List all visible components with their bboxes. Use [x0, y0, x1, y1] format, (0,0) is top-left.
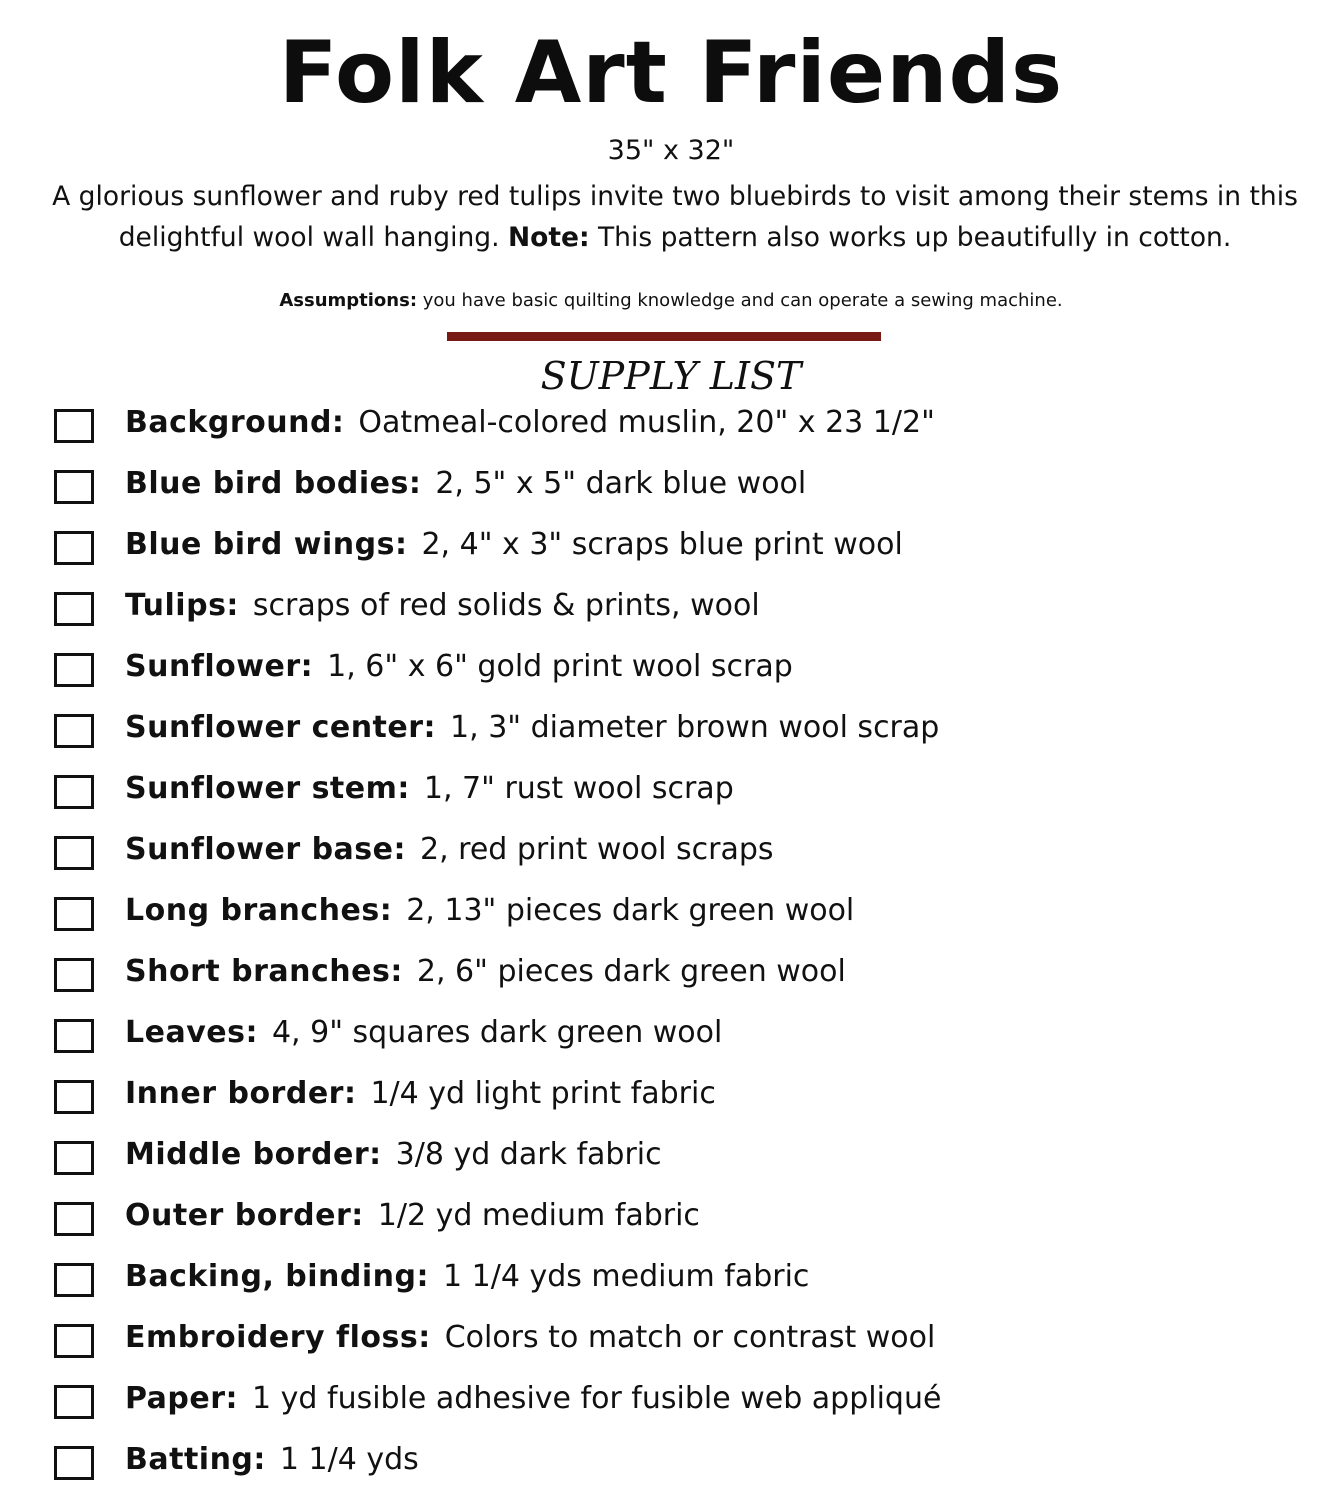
supply-item-text: [125, 952, 846, 992]
supply-checkbox[interactable]: [54, 714, 94, 748]
supply-item-value: 1/4 yd light print fabric: [370, 1076, 716, 1111]
supply-checkbox[interactable]: [54, 958, 94, 992]
supply-item-text: [125, 830, 774, 870]
supply-checkbox[interactable]: [54, 897, 94, 931]
supply-list-item: [0, 1430, 1342, 1491]
supply-list-item: [0, 454, 1342, 515]
supply-item-value: 2, 13" pieces dark green wool: [406, 893, 855, 928]
supply-item-value: 2, 5" x 5" dark blue wool: [435, 466, 807, 501]
description-text: A glorious sunflower and ruby red tulips invite two bluebirds to visit among their stems in this delightful wool wall hanging.: [52, 181, 1298, 253]
note-text: This pattern also works up beautifully in cotton.: [598, 222, 1232, 253]
supply-list-item: [0, 1125, 1342, 1186]
supply-item-value: 1 1/4 yds medium fabric: [443, 1259, 810, 1294]
supply-item-value: 1, 7" rust wool scrap: [423, 771, 734, 806]
supply-list-item: [0, 576, 1342, 637]
supply-item-value: 1/2 yd medium fabric: [377, 1198, 700, 1233]
note-label: Note:: [507, 222, 590, 253]
supply-item-text: [125, 647, 793, 687]
supply-list: [0, 393, 1342, 1491]
supply-item-value: 4, 9" squares dark green wool: [271, 1015, 723, 1050]
supply-list-item: [0, 637, 1342, 698]
supply-list-item: [0, 393, 1342, 454]
assumptions-line: [0, 287, 1342, 315]
supply-checkbox[interactable]: [54, 1080, 94, 1114]
supply-checkbox[interactable]: [54, 1141, 94, 1175]
supply-item-value: 2, 6" pieces dark green wool: [416, 954, 846, 989]
supply-item-label: Sunflower stem:: [125, 771, 410, 806]
supply-list-item: [0, 759, 1342, 820]
supply-item-label: Background:: [125, 405, 345, 440]
supply-checkbox[interactable]: [54, 592, 94, 626]
supply-checkbox[interactable]: [54, 653, 94, 687]
supply-checkbox[interactable]: [54, 1202, 94, 1236]
supply-checkbox[interactable]: [54, 1385, 94, 1419]
supply-item-value: 1, 3" diameter brown wool scrap: [450, 710, 940, 745]
supply-item-label: Paper:: [125, 1381, 239, 1416]
supply-item-label: Inner border:: [125, 1076, 357, 1111]
supply-checkbox[interactable]: [54, 1324, 94, 1358]
supply-checkbox[interactable]: [54, 1263, 94, 1297]
supply-list-item: [0, 698, 1342, 759]
supply-item-label: Tulips:: [125, 588, 239, 623]
supply-item-label: Long branches:: [125, 893, 393, 928]
assumptions-text: you have basic quilting knowledge and can operate a sewing machine.: [422, 290, 1063, 311]
supply-item-label: Leaves:: [125, 1015, 258, 1050]
supply-item-text: [125, 708, 939, 748]
page-title: Folk Art Friends: [278, 23, 1064, 123]
supply-item-label: Middle border:: [125, 1137, 382, 1172]
section-divider: [447, 332, 881, 341]
supply-item-text: [125, 1318, 935, 1358]
supply-item-label: Blue bird wings:: [125, 527, 408, 562]
assumptions-label: Assumptions:: [279, 290, 418, 311]
supply-list-item: [0, 1308, 1342, 1369]
supply-checkbox[interactable]: [54, 531, 94, 565]
supply-item-text: [125, 403, 935, 443]
supply-item-text: [125, 1196, 700, 1236]
supply-list-item: [0, 820, 1342, 881]
supply-item-text: [125, 464, 806, 504]
supply-item-label: Sunflower:: [125, 649, 314, 684]
supply-list-item: [0, 1003, 1342, 1064]
supply-item-text: [125, 1379, 941, 1419]
supply-item-value: 3/8 yd dark fabric: [395, 1137, 662, 1172]
supply-item-value: Colors to match or contrast wool: [444, 1320, 936, 1355]
supply-item-text: [125, 1257, 809, 1297]
supply-list-heading: SUPPLY LIST: [540, 354, 802, 398]
supply-item-text: [125, 1440, 419, 1480]
supply-item-text: [125, 586, 760, 626]
supply-item-value: 1, 6" x 6" gold print wool scrap: [327, 649, 793, 684]
supply-item-value: 2, 4" x 3" scraps blue print wool: [421, 527, 903, 562]
supply-checkbox[interactable]: [54, 836, 94, 870]
quilt-dimensions: 35" x 32": [607, 135, 735, 166]
supply-item-text: [125, 891, 854, 931]
supply-checkbox[interactable]: [54, 775, 94, 809]
supply-list-item: [0, 881, 1342, 942]
supply-item-label: Backing, binding:: [125, 1259, 430, 1294]
supply-item-label: Short branches:: [125, 954, 403, 989]
supply-item-value: 1 1/4 yds: [279, 1442, 419, 1477]
supply-item-label: Batting:: [125, 1442, 266, 1477]
supply-checkbox[interactable]: [54, 409, 94, 443]
supply-item-value: Oatmeal-colored muslin, 20" x 23 1/2": [358, 405, 935, 440]
supply-item-value: 1 yd fusible adhesive for fusible web appliqué: [252, 1381, 942, 1416]
supply-item-label: Sunflower base:: [125, 832, 406, 867]
supply-item-value: scraps of red solids & prints, wool: [252, 588, 760, 623]
supply-checkbox[interactable]: [54, 470, 94, 504]
supply-list-item: [0, 515, 1342, 576]
supply-checkbox[interactable]: [54, 1019, 94, 1053]
supply-list-item: [0, 1186, 1342, 1247]
pattern-description: [50, 176, 1300, 258]
supply-item-text: [125, 1013, 722, 1053]
supply-item-label: Blue bird bodies:: [125, 466, 422, 501]
supply-item-text: [125, 525, 903, 565]
supply-checkbox[interactable]: [54, 1446, 94, 1480]
supply-item-label: Sunflower center:: [125, 710, 437, 745]
supply-item-text: [125, 1074, 716, 1114]
supply-item-value: 2, red print wool scraps: [420, 832, 774, 867]
supply-item-label: Outer border:: [125, 1198, 364, 1233]
supply-item-text: [125, 1135, 662, 1175]
supply-list-item: [0, 942, 1342, 1003]
supply-list-item: [0, 1064, 1342, 1125]
supply-item-label: Embroidery floss:: [125, 1320, 431, 1355]
supply-list-item: [0, 1369, 1342, 1430]
supply-item-text: [125, 769, 734, 809]
supply-list-item: [0, 1247, 1342, 1308]
